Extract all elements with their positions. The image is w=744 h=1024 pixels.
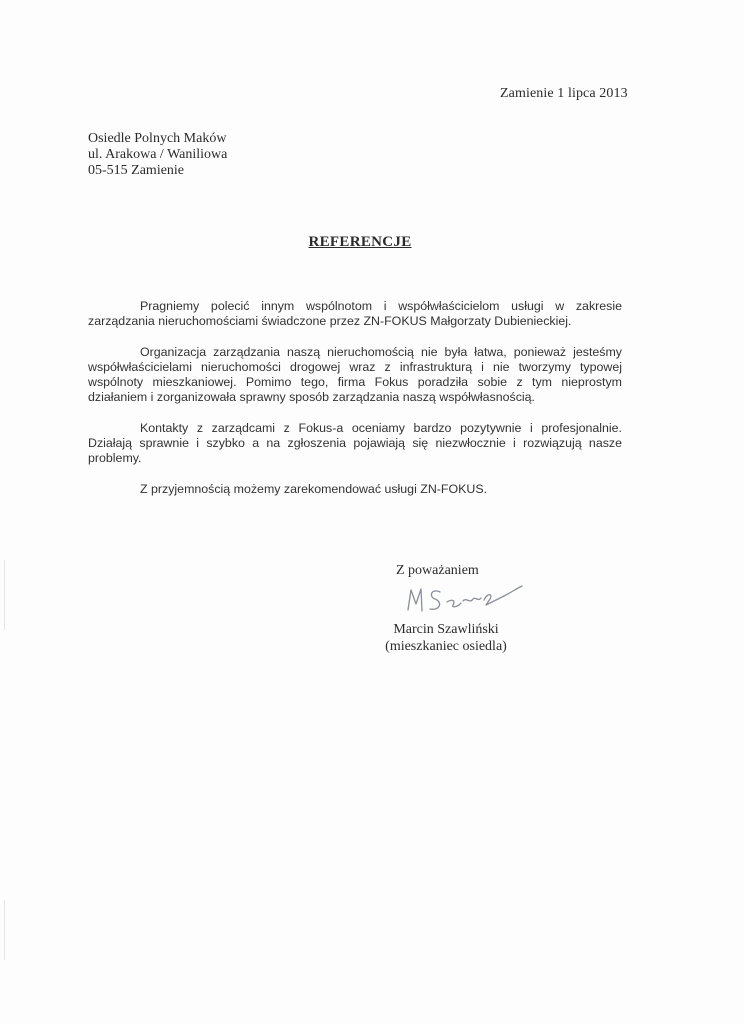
signer-block [381,621,511,655]
address-line-1: Osiedle Polnych Maków [88,131,227,146]
paragraph-2: Organizacja zarządzania naszą nieruchomością nie była łatwa, ponieważ jesteśmy współwłaścicielami nieruchomości drogowej wraz z infrastrukturą i nie tworzymy typowej wspólnoty mieszkaniowej. Pomimo tego, firma Fokus poradziła sobie z tym nieprostym działaniem i zorganizowała sprawny sposób zarządzania naszą współwłasnością. [88,344,622,405]
letter-date: Zamienie 1 lipca 2013 [500,86,628,101]
paragraph-3: Kontakty z zarządcami z Fokus-a oceniamy bardzo pozytywnie i profesjonalnie. Działają sprawnie i szybko a na zgłoszenia pojawiają się niezwłocznie i rozwiązują nasze problemy. [88,420,622,466]
signer-name: Marcin Szawliński [393,622,499,637]
address-line-2: ul. Arakowa / Waniliowa [88,147,228,162]
address-line-3: 05-515 Zamienie [88,163,185,178]
signer-role: (mieszkaniec osiedla) [385,639,507,654]
letter-body [88,299,622,512]
scan-edge-mark [4,560,5,630]
paragraph-1: Pragniemy polecić innym wspólnotom i współwłaścicielom usługi w zakresie zarządzania nieruchomościami świadczone przez ZN-FOKUS Małgorzaty Dubienieckiej. [88,299,622,329]
document-title: REFERENCJE [308,234,412,250]
handwritten-signature [400,580,530,620]
closing-salutation: Z poważaniem [396,563,479,578]
recipient-address [88,131,227,179]
paragraph-4: Z przyjemnością możemy zarekomendować usługi ZN-FOKUS. [140,481,488,496]
scan-edge-mark [4,900,5,960]
